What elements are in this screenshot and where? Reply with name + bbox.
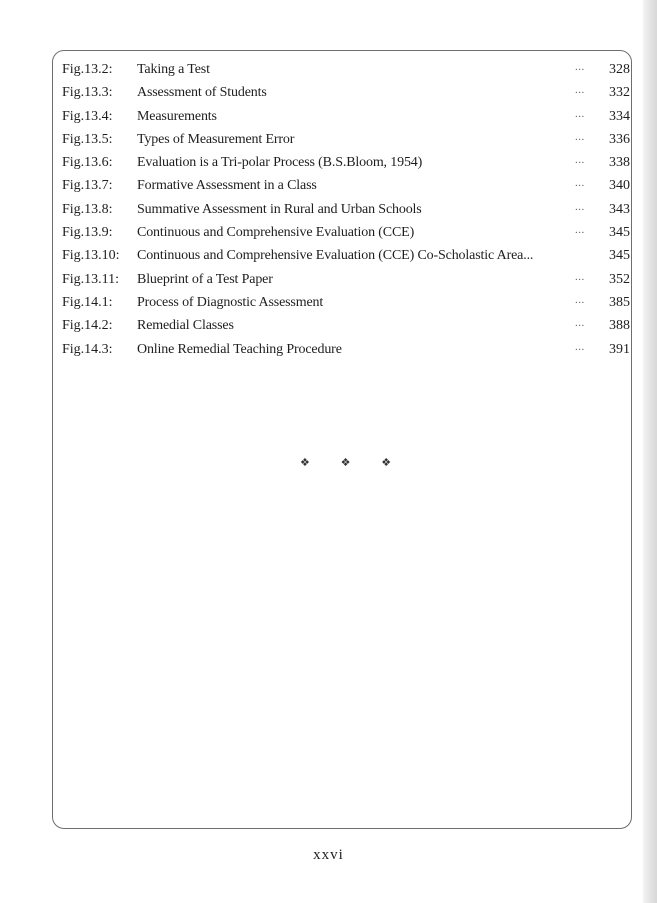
figure-title: Taking a Test <box>137 62 210 77</box>
figure-number: Fig.13.3: <box>62 85 113 101</box>
figure-page: 391 <box>609 341 630 357</box>
page-number: xxvi <box>313 847 344 863</box>
figure-title: Blueprint of a Test Paper <box>137 271 273 287</box>
figure-entry <box>62 268 630 291</box>
figure-page: 332 <box>609 85 630 101</box>
figure-entry <box>62 81 630 104</box>
leader-dots: ... <box>575 293 585 306</box>
leader-dots: ... <box>575 270 585 283</box>
list-of-figures <box>62 58 630 361</box>
figure-number: Fig.13.6: <box>62 155 113 171</box>
figure-page: 388 <box>609 318 630 334</box>
figure-page: 340 <box>609 178 630 194</box>
figure-title: Process of Diagnostic Assessment <box>137 294 324 310</box>
figure-page: 328 <box>609 62 630 77</box>
figure-title: Types of Measurement Error <box>137 131 295 147</box>
figure-number: Fig.13.7: <box>62 178 113 194</box>
figure-title: Measurements <box>137 108 217 124</box>
leader-dots: ... <box>575 61 585 73</box>
figure-number: Fig.13.10: <box>62 248 120 264</box>
figure-entry <box>62 58 630 81</box>
figure-entry <box>62 314 630 337</box>
figure-number: Fig.13.11: <box>62 271 120 287</box>
leader-dots: ... <box>575 340 585 353</box>
figure-page: 338 <box>609 155 630 171</box>
section-end-ornament: ❖ ❖ ❖ <box>300 457 406 469</box>
figure-page: 345 <box>609 225 630 241</box>
figure-title: Assessment of Students <box>137 85 267 101</box>
figure-number: Fig.13.8: <box>62 201 113 217</box>
figure-number: Fig.14.1: <box>62 294 113 310</box>
figure-number: Fig.14.3: <box>62 341 113 357</box>
figure-entry <box>62 244 630 267</box>
figure-title: Continuous and Comprehensive Evaluation (CCE) Co-Scholastic Area... <box>137 248 534 264</box>
figure-page: 334 <box>609 108 630 124</box>
figure-entry <box>62 174 630 197</box>
figure-entry <box>62 105 630 128</box>
figure-title: Evaluation is a Tri-polar Process (B.S.Bloom, 1954) <box>137 155 423 171</box>
figure-number: Fig.13.5: <box>62 131 113 147</box>
figure-entry <box>62 221 630 244</box>
leader-dots: ... <box>575 130 585 143</box>
figure-number: Fig.14.2: <box>62 318 113 334</box>
figure-title: Online Remedial Teaching Procedure <box>137 341 342 357</box>
figure-title: Formative Assessment in a Class <box>137 178 317 194</box>
figure-entry <box>62 291 630 314</box>
figure-page: 345 <box>609 248 630 264</box>
figure-entry <box>62 151 630 174</box>
figure-page: 343 <box>609 201 630 217</box>
figure-number: Fig.13.4: <box>62 108 113 124</box>
leader-dots: ... <box>575 200 585 213</box>
figure-number: Fig.13.2: <box>62 62 113 77</box>
figure-title: Continuous and Comprehensive Evaluation (CCE) <box>137 225 415 241</box>
figure-page: 352 <box>609 271 630 287</box>
leader-dots: ... <box>575 177 585 190</box>
leader-dots: ... <box>575 107 585 120</box>
figure-entry <box>62 128 630 151</box>
leader-dots: ... <box>575 224 585 237</box>
figure-number: Fig.13.9: <box>62 225 113 241</box>
leader-dots: ... <box>575 154 585 167</box>
figure-page: 336 <box>609 131 630 147</box>
leader-dots: ... <box>575 84 585 97</box>
figure-entry <box>62 198 630 221</box>
figure-entry <box>62 338 630 361</box>
page-edge-shadow <box>643 0 657 903</box>
leader-dots: ... <box>575 317 585 330</box>
figure-title: Remedial Classes <box>137 318 234 334</box>
figure-title: Summative Assessment in Rural and Urban Schools <box>137 201 422 217</box>
figure-page: 385 <box>609 294 630 310</box>
